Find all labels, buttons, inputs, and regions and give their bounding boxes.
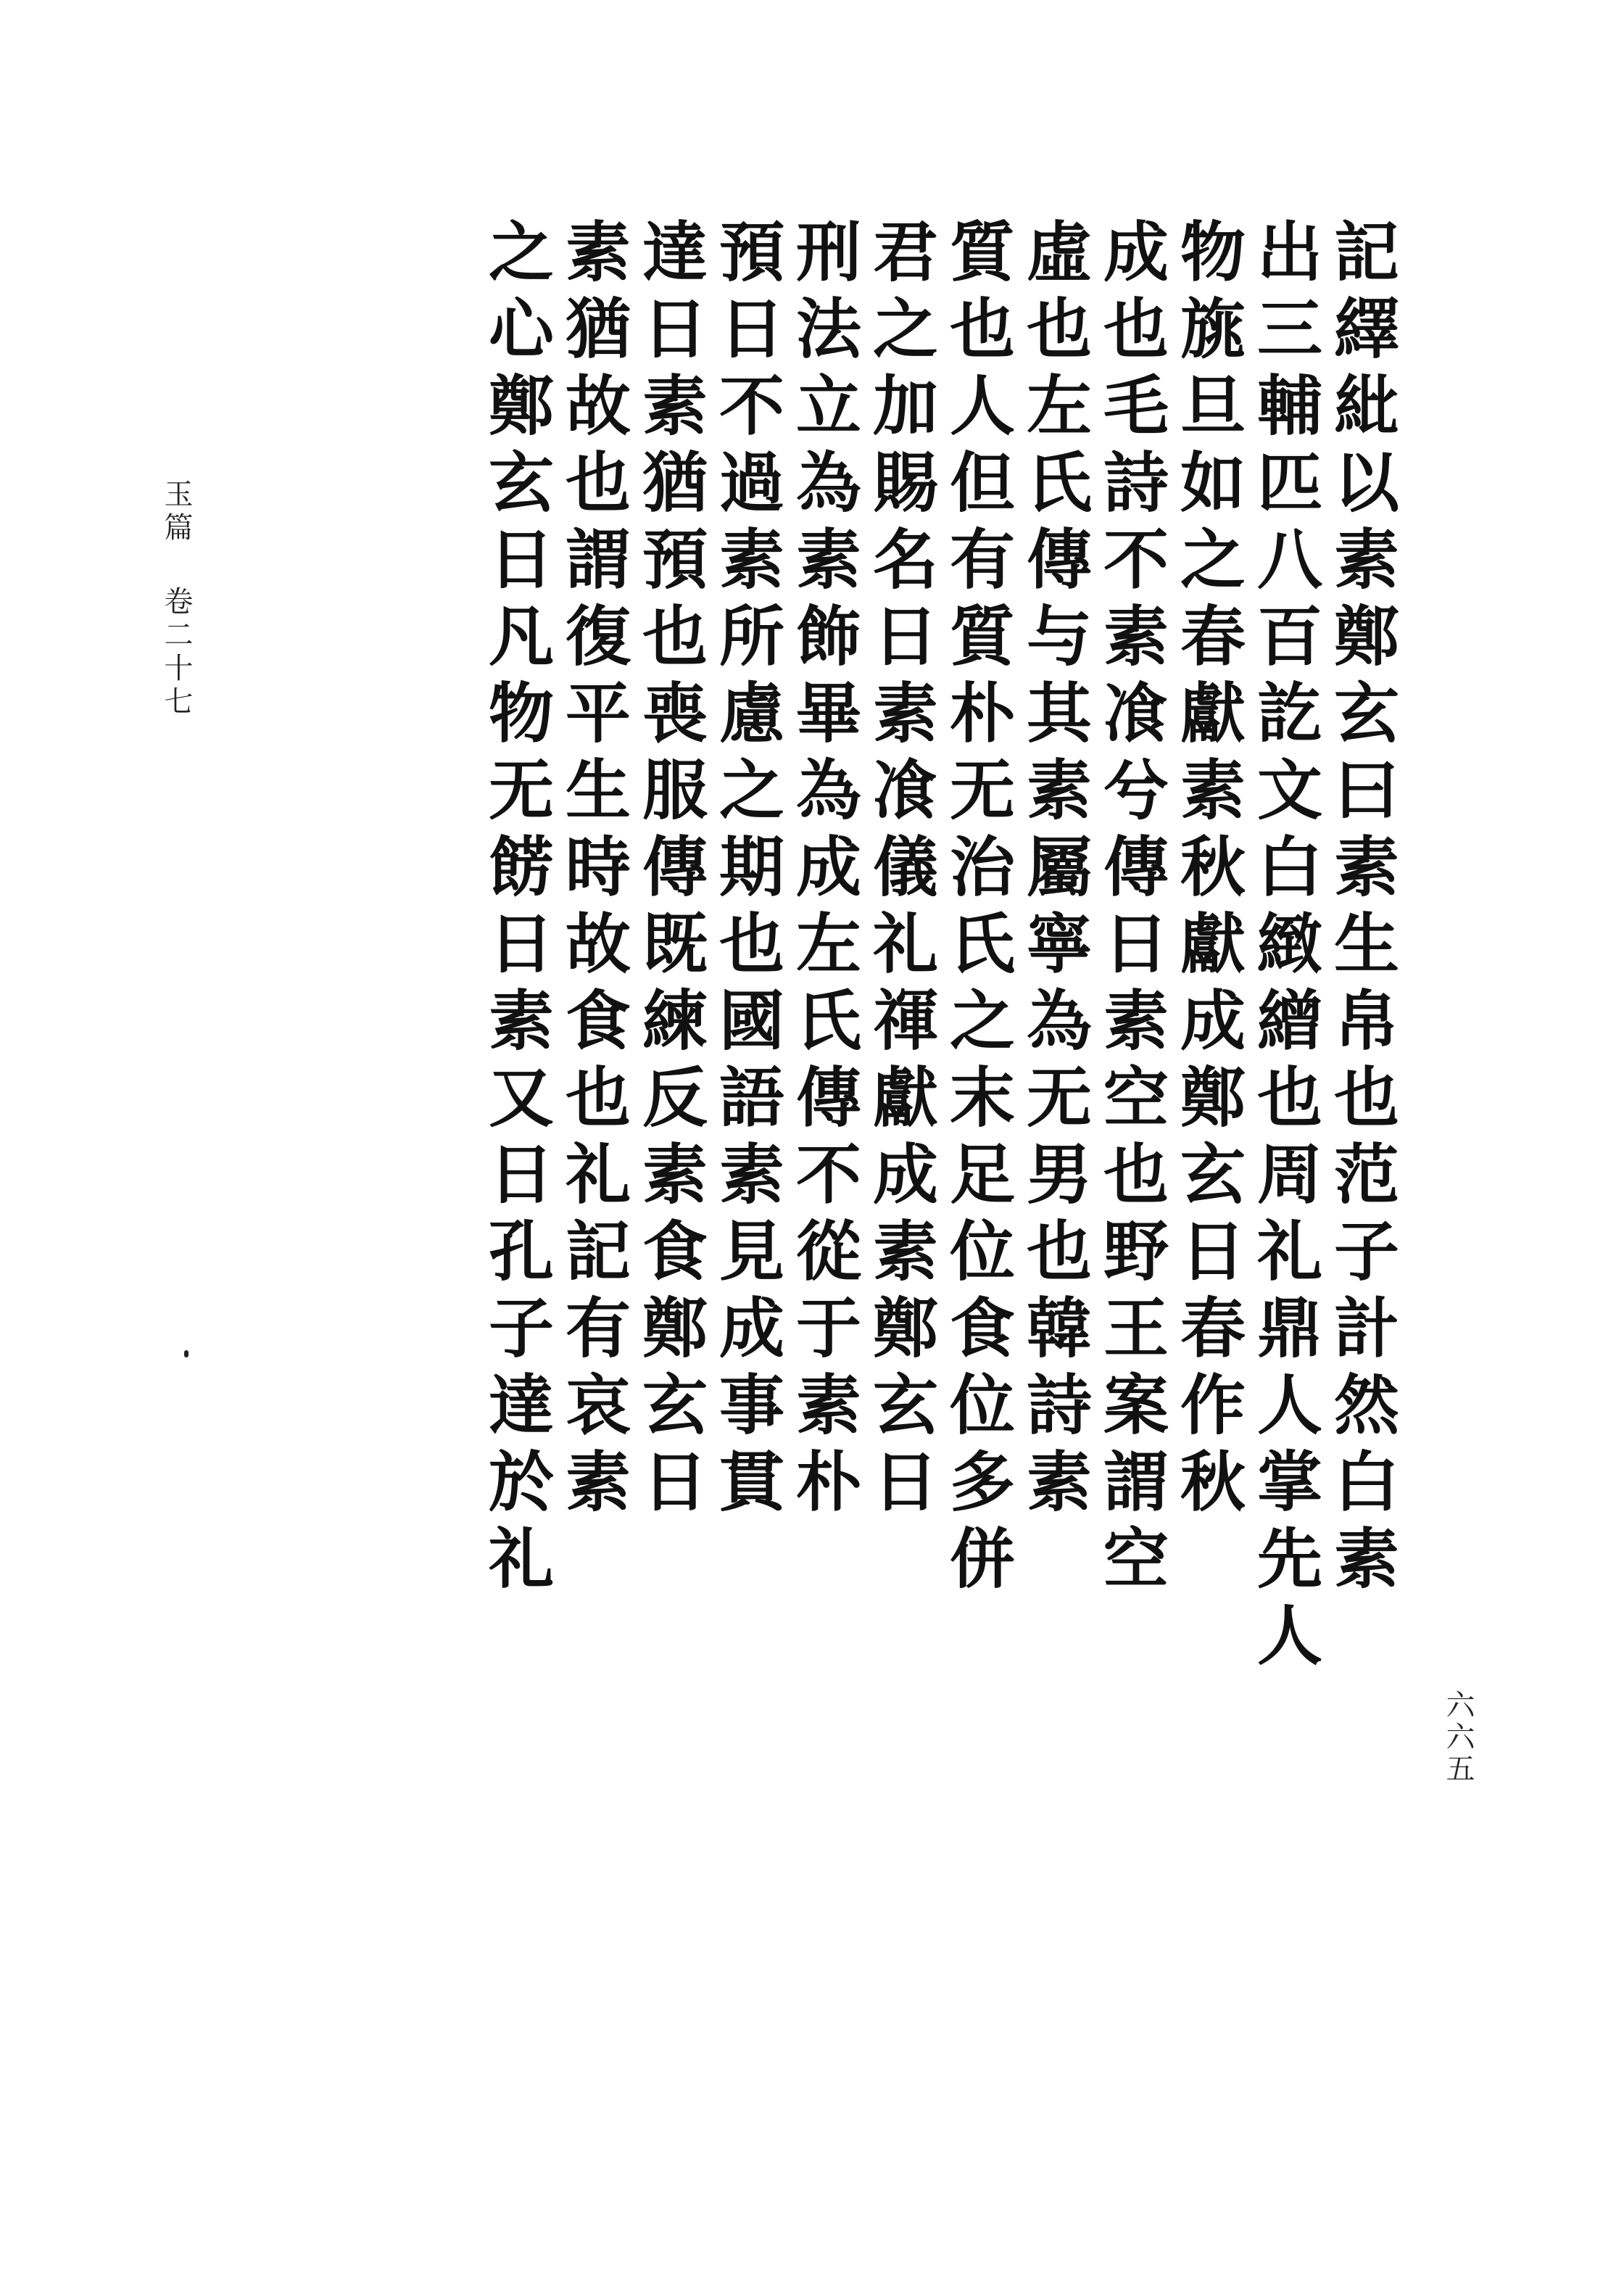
volume-label: 卷二十七 xyxy=(160,586,193,719)
text-column: 物旐旦如之春獻素秋獻成鄭玄日春作秋 xyxy=(1169,218,1246,1524)
text-column: 君之加賜名日素飡儀礼禈獻成素鄭玄日 xyxy=(861,218,938,1524)
text-column: 質也人但有質朴无治氏之末足位食位多併 xyxy=(938,218,1015,1601)
manuscript-text-block xyxy=(246,218,1399,2074)
text-column: 記繹紕以素鄭玄曰素生帛也范子計然白素 xyxy=(1322,218,1399,1601)
text-column: 達日素猶預也喪服傳既練反素食鄭玄日 xyxy=(631,218,708,1524)
page-number: 六六五 xyxy=(1441,1690,1475,1785)
text-column: 虛也左氏傳与其素屬寧為无男也韓詩素 xyxy=(1015,218,1092,1524)
ink-speck xyxy=(184,1350,188,1357)
book-margin-label xyxy=(161,479,197,719)
text-column: 成也毛詩不素飡兮傳日素空也野王案謂空 xyxy=(1092,218,1169,1601)
text-column: 出三輔匹八百訖文白緻繒也周礼鼎人掌先人 xyxy=(1246,218,1322,1678)
text-column: 預日不過素所慮之期也國語素見成事貫 xyxy=(708,218,784,1524)
text-column: 素猶故也謂復平生時故食也礼記有哀素 xyxy=(554,218,631,1524)
text-column: 刑法立為素飾畢為成左氏傳不從于素朴 xyxy=(784,218,861,1524)
book-title: 玉篇 xyxy=(160,479,193,545)
text-column: 之心鄭玄日凡物无餝日素又日孔子達於礼 xyxy=(477,218,554,1601)
